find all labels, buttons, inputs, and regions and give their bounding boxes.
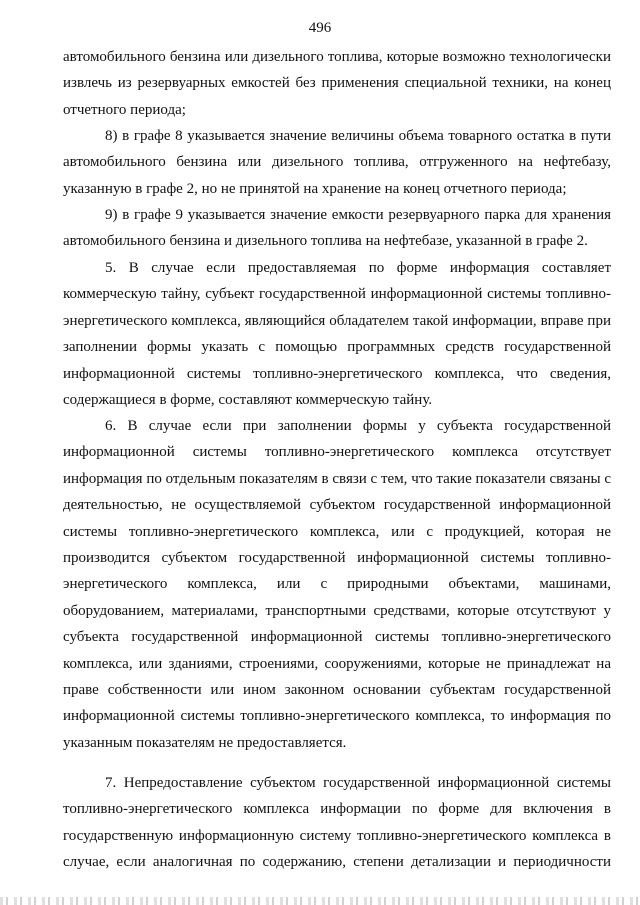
text-line: энергетического комплекса, являющийся обладателем такой информации, вправе при (63, 312, 611, 329)
text-line: коммерческую тайну, субъект государственной информационной системы топливно- (63, 286, 611, 303)
text-line: 7. Непредоставление субъектом государственной информационной системы (105, 775, 611, 791)
text-line: извлечь из резервуарных емкостей без применения специальной техники, на конец (63, 75, 611, 92)
text-line: отчетного периода; (63, 101, 186, 118)
paragraph-section-7 (63, 770, 611, 876)
text-line: информационной системы топливно-энергетического комплекса, что сведения, (63, 365, 611, 382)
text-line: оборудованием, материалами, транспортными средствами, которые отсутствуют у (63, 602, 611, 619)
text-line: производится субъектом государственной информационной системы топливно- (63, 549, 611, 566)
text-line: субъекта государственной информационной системы топливно-энергетического (63, 629, 611, 646)
paragraph-section-5 (63, 255, 611, 413)
text-line: комплекса, или зданиями, строениями, сооружениями, которые не принадлежат на (63, 655, 611, 672)
text-line: случае, если аналогичная по содержанию, степени детализации и периодичности (63, 854, 611, 871)
paragraph-item-8 (63, 123, 611, 202)
text-line: содержащиеся в форме, составляют коммерческую тайну. (63, 391, 433, 408)
text-line: автомобильного бензина или дизельного топлива, которые возможно технологически (63, 49, 611, 65)
text-line: 8) в графе 8 указывается значение величины объема товарного остатка в пути (105, 128, 611, 144)
text-line: заполнении формы указать с помощью программных средств государственной (63, 339, 611, 356)
text-line: топливно-энергетического комплекса информации по форме для включения в (63, 801, 611, 818)
text-line: системы топливно-энергетического комплекса, или с продукцией, которая не (63, 523, 611, 540)
text-line: информация по отдельным показателям в связи с тем, что такие показатели связаны с (63, 470, 611, 487)
paragraph-item-9 (63, 202, 611, 255)
text-line: 6. В случае если при заполнении формы у субъекта государственной (105, 418, 611, 434)
paragraph-section-6 (63, 413, 611, 756)
text-line: праве собственности или ином законном основании субъектам государственной (63, 681, 611, 698)
scan-artifact-strip (0, 897, 640, 905)
text-line: автомобильного бензина и дизельного топлива на нефтебазе, указанной в графе 2. (63, 233, 588, 250)
text-line: деятельностью, не осуществляемой субъектом государственной информационной (63, 497, 611, 514)
paragraph-continuation (63, 44, 611, 123)
text-line: информационной системы топливно-энергетического комплекса отсутствует (63, 444, 611, 461)
text-line: 5. В случае если предоставляемая по форме информация составляет (105, 260, 611, 276)
text-line: информационной системы топливно-энергетического комплекса, то информация по (63, 708, 611, 725)
text-line: автомобильного бензина или дизельного топлива, отгруженного на нефтебазу, (63, 154, 611, 171)
text-line: указанную в графе 2, но не принятой на хранение на конец отчетного периода; (63, 180, 567, 197)
text-line: 9) в графе 9 указывается значение емкости резервуарного парка для хранения (105, 207, 611, 223)
page-number: 496 (308, 20, 332, 36)
text-line: энергетического комплекса, или с природными объектами, машинами, (63, 576, 611, 593)
text-line: указанным показателям не предоставляется. (63, 734, 347, 751)
text-line: государственную информационную систему топливно-энергетического комплекса в (63, 827, 611, 844)
